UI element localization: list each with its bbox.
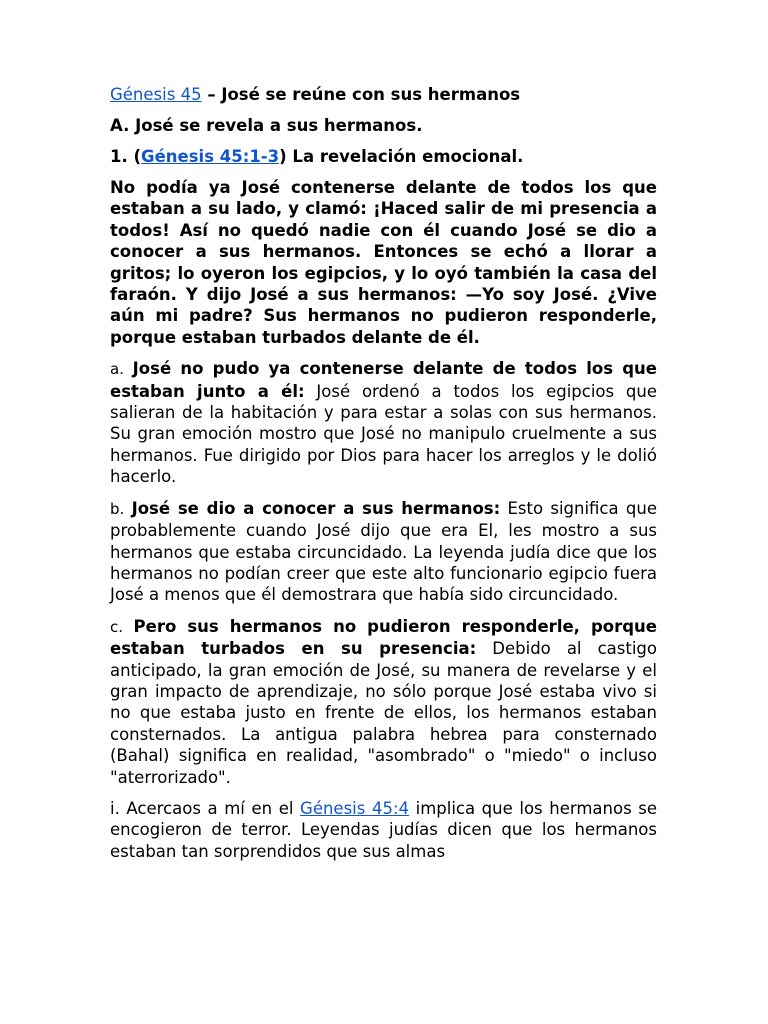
subheading-prefix: 1. ( (110, 147, 142, 166)
item-text: José ordenó a todos los egipcios que salieran de la habitación y para estar a solas con sus hermanos. Su gran emoción mostro que José no manipulo cruelmente a sus hermanos. Fue dirigido por Dios para hacer los arreglos y le dolió hacerlo. (110, 381, 657, 487)
genesis-45-link[interactable]: Génesis 45 (110, 85, 202, 104)
item-text: Esto significa que probablemente cuando José dijo que era El, les mostro a sus hermanos que estaba circuncidado. La leyenda judía dice que los hermanos no podían creer que este alto funcionario egipcio fuera José a menos que él demostrara que había sido circuncidado. (110, 498, 657, 605)
commentary-item-c (110, 616, 657, 788)
scripture-quote: No podía ya José contenerse delante de todos los que estaban a su lado, y clamó: ¡Haced salir de mi presencia a todos! Así no quedó nadie con él cuando José se dio a conocer a sus hermanos. Entonces se echó a llorar a gritos; lo oyeron los egipcios, y lo oyó también la casa del faraón. Y dijo José a sus hermanos: —Yo soy José. ¿Vive aún mi padre? Sus hermanos no pudieron responderle, porque estaban turbados delante de él. (110, 178, 657, 347)
item-text-after: implica que los hermanos se encogieron de terror. Leyendas judías dicen que los hermanos estaban tan sorprendidos que sus almas (110, 798, 658, 861)
item-text: Debido al castigo anticipado, la gran emoción de José, su manera de revelarse y el gran impacto de aprendizaje, no sólo porque José estaba vivo si no que estaba justo en frente de ellos, los hermanos estaban consternados. La antigua palabra hebrea para consternado (Bahal) significa en realidad, "asombrado" o "miedo" o incluso "aterrorizado". (110, 639, 657, 787)
item-marker: a. (110, 360, 124, 379)
item-bold-text: Pero sus hermanos no pudieron responderle, porque estaban turbados en su presencia: (110, 616, 657, 659)
genesis-45-1-3-link[interactable]: Génesis 45:1-3 (141, 147, 280, 166)
commentary-item-a (110, 358, 657, 487)
subheading-suffix: ) La revelación emocional. (279, 147, 524, 166)
item-marker: c. (110, 617, 124, 636)
genesis-45-4-link[interactable]: Génesis 45:4 (300, 798, 410, 818)
item-marker: b. (110, 499, 125, 518)
section-heading: A. José se revela a sus hermanos. (110, 116, 423, 135)
subheading (110, 146, 657, 168)
document-title (110, 84, 657, 106)
commentary-item-b (110, 498, 657, 606)
item-bold-text: José no pudo ya contenerse delante de todos los que estaban junto a él: (110, 359, 657, 401)
item-text-before: i. Acercaos a mí en el (110, 798, 301, 818)
title-text: – José se reúne con sus hermanos (201, 85, 521, 104)
item-bold-text: José se dio a conocer a sus hermanos: (131, 498, 501, 518)
document-page (110, 84, 657, 872)
commentary-item-i (110, 798, 657, 862)
